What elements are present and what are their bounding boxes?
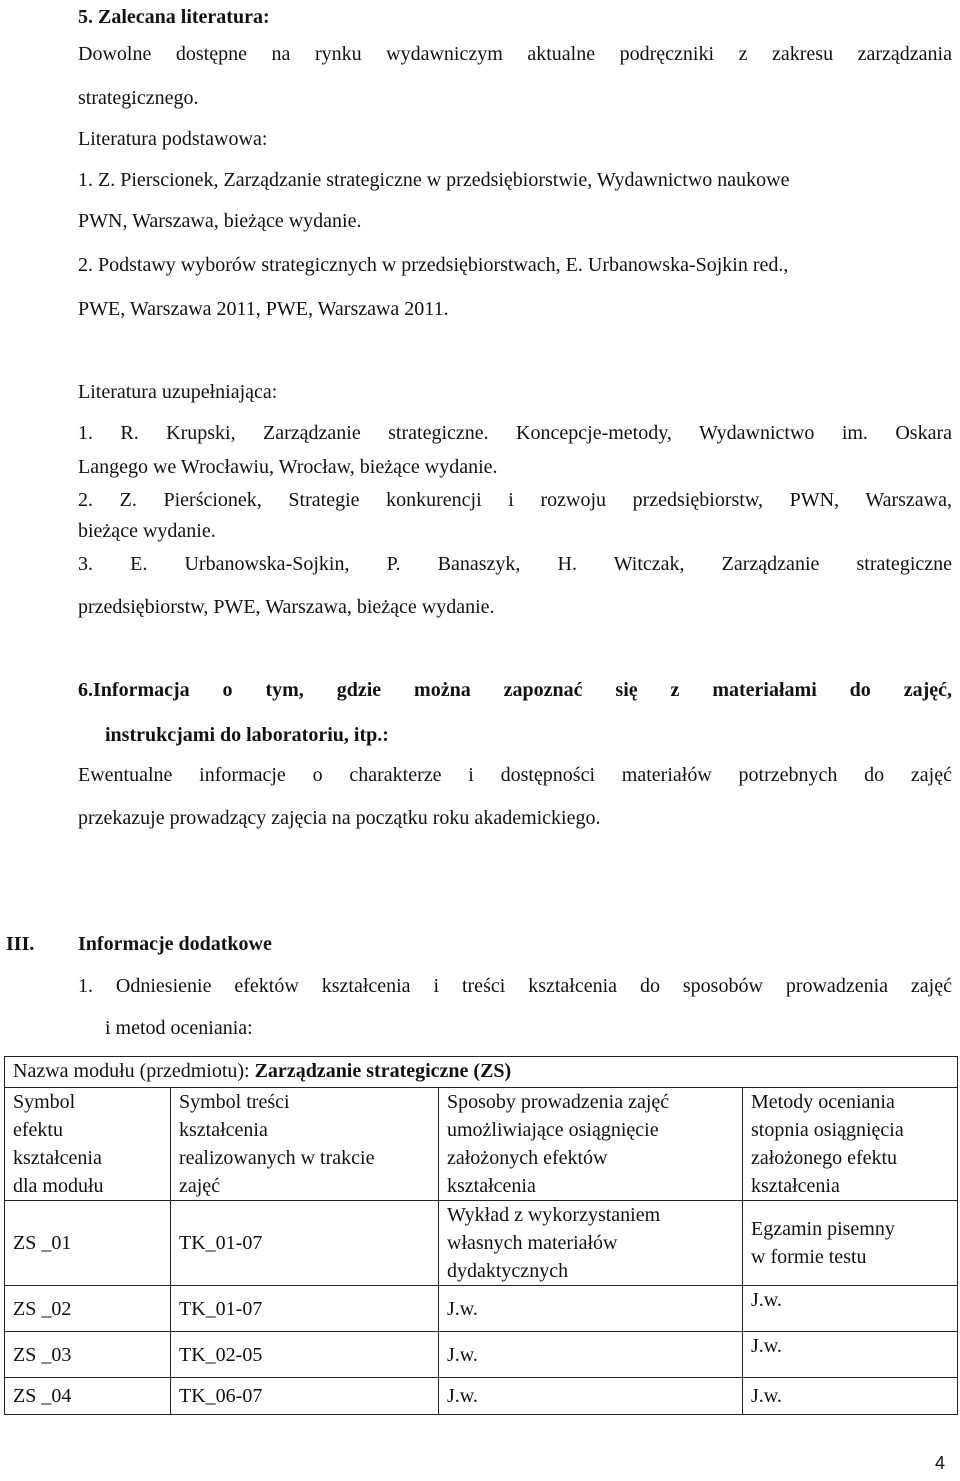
row-content: TK_06-07 <box>171 1378 439 1415</box>
row-method-line: Wykład z wykorzystaniem <box>447 1204 661 1226</box>
module-table <box>4 1056 958 1415</box>
section-5-intro-line-1: Dowolne dostępne na rynku wydawniczym aktualne podręczniki z zakresu zarządzania <box>78 43 952 65</box>
page-number: 4 <box>935 1453 946 1473</box>
section-iii-numeral: III. <box>6 933 35 955</box>
section-iii-heading: Informacje dodatkowe <box>78 933 272 955</box>
row-assessment: J.w. <box>743 1378 958 1415</box>
table-row <box>5 1332 958 1378</box>
header-content-line: realizowanych w trakcie <box>179 1147 375 1169</box>
row-symbol: ZS _03 <box>5 1332 171 1378</box>
header-symbol-line: efektu <box>13 1119 63 1141</box>
header-content-line: kształcenia <box>179 1119 268 1141</box>
basic-item-2-line-1: 2. Podstawy wyborów strategicznych w przedsiębiorstwach, E. Urbanowska-Sojkin red., <box>78 254 789 276</box>
header-symbol-line: Symbol <box>13 1091 76 1113</box>
module-name-cell <box>5 1057 958 1088</box>
header-content-line: Symbol treści <box>179 1091 290 1113</box>
header-methods-line: kształcenia <box>447 1175 536 1197</box>
supp-item-2-line-2: bieżące wydanie. <box>78 520 216 542</box>
header-methods <box>439 1088 743 1201</box>
module-name-row <box>5 1057 958 1088</box>
header-methods-line: Sposoby prowadzenia zajęć <box>447 1091 670 1113</box>
basic-item-1-line-2: PWN, Warszawa, bieżące wydanie. <box>78 210 362 232</box>
basic-item-1-line-1: 1. Z. Pierscionek, Zarządzanie strategiczne w przedsiębiorstwie, Wydawnictwo naukowe <box>78 169 790 191</box>
header-assessment-line: stopnia osiągnięcia <box>751 1119 904 1141</box>
header-methods-line: umożliwiające osiągnięcie <box>447 1119 659 1141</box>
header-assessment <box>743 1088 958 1201</box>
row-method: J.w. <box>439 1332 743 1378</box>
section-6-heading-line-2: instrukcjami do laboratoriu, itp.: <box>105 724 389 746</box>
row-symbol: ZS _01 <box>5 1201 171 1286</box>
header-content-line: zajęć <box>179 1175 221 1197</box>
header-symbol-line: kształcenia <box>13 1147 102 1169</box>
row-assessment-line: w formie testu <box>751 1246 867 1268</box>
header-content-symbol <box>171 1088 439 1201</box>
row-content: TK_01-07 <box>171 1201 439 1286</box>
supp-item-1-line-1: 1. R. Krupski, Zarządzanie strategiczne. Koncepcje-metody, Wydawnictwo im. Oskara <box>78 422 952 444</box>
supp-item-1-line-2: Langego we Wrocławiu, Wrocław, bieżące wydanie. <box>78 456 498 478</box>
table-row <box>5 1201 958 1286</box>
supp-item-3-line-1: 3. E. Urbanowska-Sojkin, P. Banaszyk, H. Witczak, Zarządzanie strategiczne <box>78 553 952 575</box>
header-methods-line: założonych efektów <box>447 1147 608 1169</box>
table-row <box>5 1378 958 1415</box>
table-row <box>5 1286 958 1332</box>
row-method-line: dydaktycznych <box>447 1260 569 1282</box>
basic-literature-heading: Literatura podstawowa: <box>78 128 268 150</box>
table-header-row <box>5 1088 958 1201</box>
supp-item-2-line-1: 2. Z. Pierścionek, Strategie konkurencji i rozwoju przedsiębiorstw, PWN, Warszawa, <box>78 489 952 511</box>
row-method: J.w. <box>439 1286 743 1332</box>
header-assessment-line: Metody oceniania <box>751 1091 895 1113</box>
row-assessment <box>743 1201 958 1286</box>
row-symbol: ZS _02 <box>5 1286 171 1332</box>
row-symbol: ZS _04 <box>5 1378 171 1415</box>
row-assessment-line: Egzamin pisemny <box>751 1218 895 1240</box>
section-5-intro-line-2: strategicznego. <box>78 87 199 109</box>
module-name-value: Zarządzanie strategiczne (ZS) <box>254 1060 512 1082</box>
section-6-text-line-2: przekazuje prowadzący zajęcia na początku roku akademickiego. <box>78 807 601 829</box>
basic-item-2-line-2: PWE, Warszawa 2011, PWE, Warszawa 2011. <box>78 298 449 320</box>
section-6-text-line-1: Ewentualne informacje o charakterze i dostępności materiałów potrzebnych do zajęć <box>78 764 952 786</box>
row-assessment: J.w. <box>743 1332 958 1378</box>
supplementary-literature-heading: Literatura uzupełniająca: <box>78 381 278 403</box>
header-symbol <box>5 1088 171 1201</box>
row-content: TK_01-07 <box>171 1286 439 1332</box>
row-assessment: J.w. <box>743 1286 958 1332</box>
section-6-heading-line-1: 6.Informacja o tym, gdzie można zapoznać się z materiałami do zajęć, <box>78 679 952 701</box>
module-name-label: Nazwa modułu (przedmiotu): <box>13 1060 255 1082</box>
header-symbol-line: dla modułu <box>13 1175 104 1197</box>
header-assessment-line: kształcenia <box>751 1175 840 1197</box>
supp-item-3-line-2: przedsiębiorstw, PWE, Warszawa, bieżące wydanie. <box>78 596 495 618</box>
section-5-heading: 5. Zalecana literatura: <box>78 6 270 28</box>
row-method-line: własnych materiałów <box>447 1232 618 1254</box>
section-iii-item-line-1: 1. Odniesienie efektów kształcenia i treści kształcenia do sposobów prowadzenia zajęć <box>78 975 952 997</box>
row-content: TK_02-05 <box>171 1332 439 1378</box>
row-method <box>439 1201 743 1286</box>
section-iii-item-line-2: i metod oceniania: <box>105 1017 253 1039</box>
header-assessment-line: założonego efektu <box>751 1147 898 1169</box>
row-method: J.w. <box>439 1378 743 1415</box>
